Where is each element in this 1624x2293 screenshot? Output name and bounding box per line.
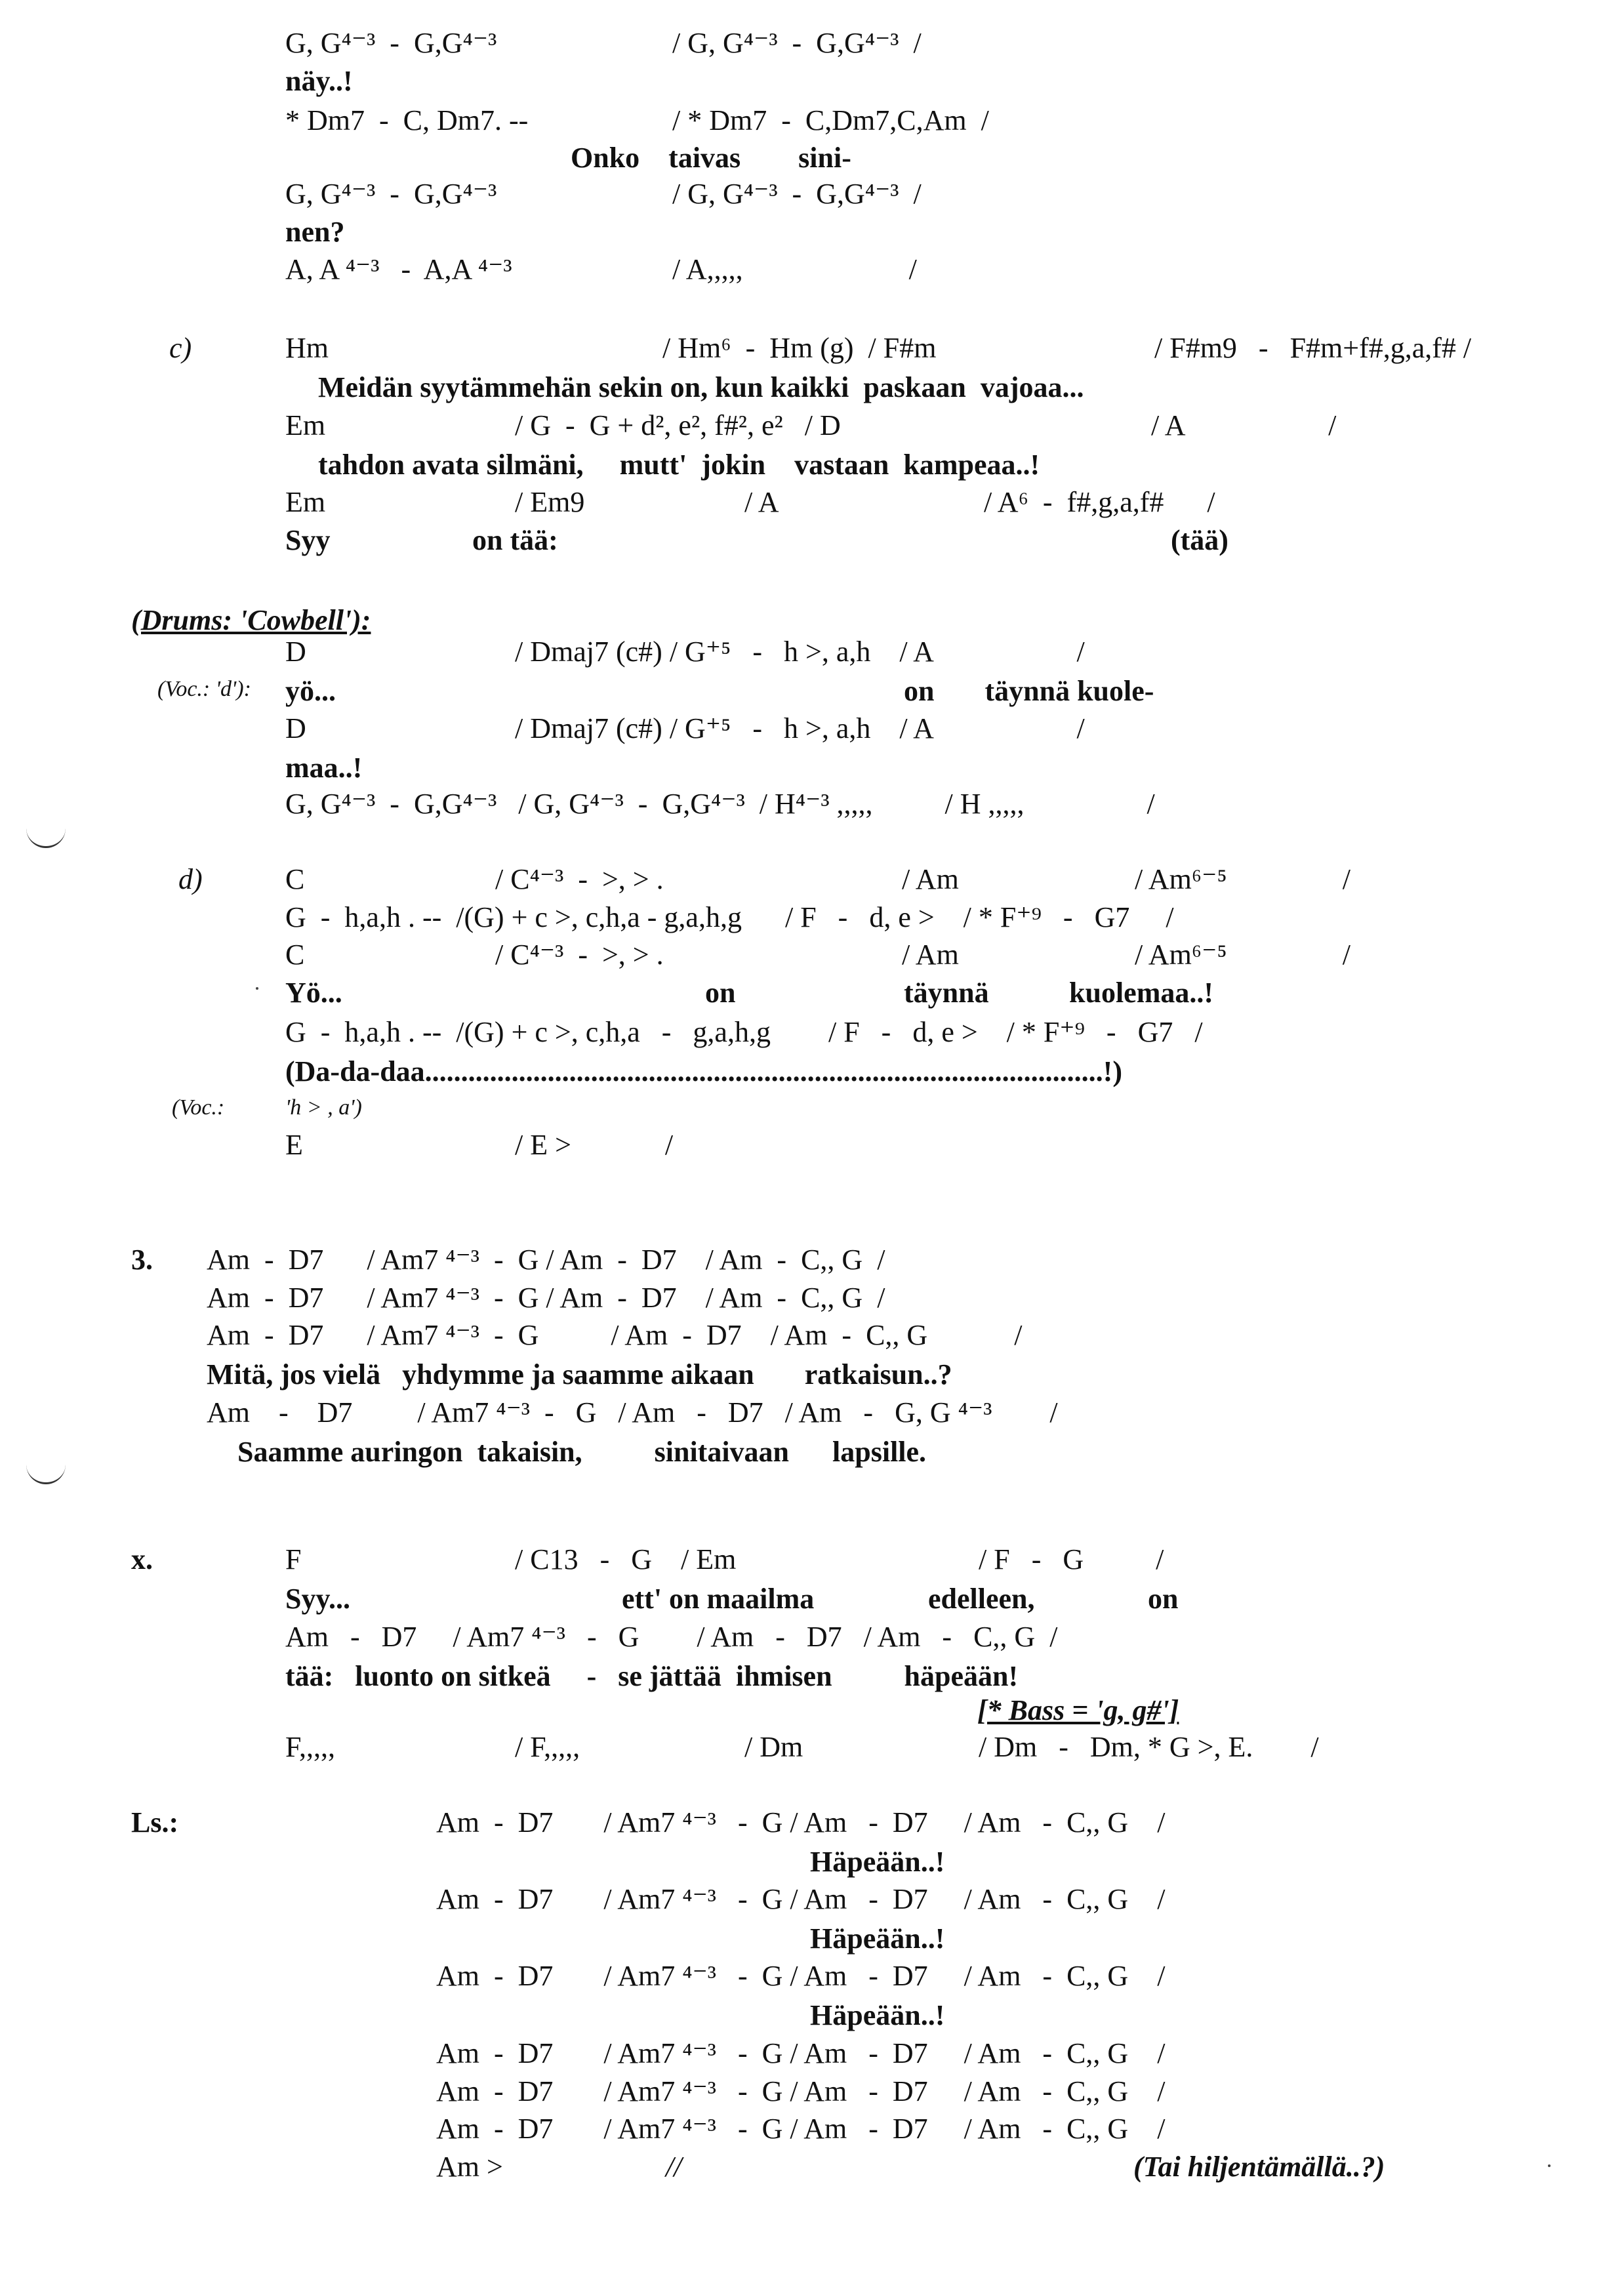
sheet-line: Saamme auringon takaisin, sinitaivaan lapsille. xyxy=(237,1436,927,1468)
sheet-line: c) xyxy=(169,332,192,364)
sheet-line: G - h,a,h . -- /(G) + c >, c,h,a - g,a,h,g / F - d, e > / * F⁺⁹ - G7 / xyxy=(285,901,1174,933)
sheet-line: (Voc.: 'd'): xyxy=(157,677,251,701)
sheet-line: / A,,,,, / xyxy=(672,253,917,285)
sheet-line: Häpeään..! xyxy=(810,1846,945,1878)
sheet-line: // xyxy=(666,2151,682,2183)
sheet-line: / * Dm7 - C,Dm7,C,Am / xyxy=(672,104,989,136)
sheet-line: Ls.: xyxy=(131,1806,179,1838)
sheet-line: Em xyxy=(285,409,326,441)
sheet-line: / A xyxy=(744,486,779,518)
sheet-line: / A / xyxy=(1151,409,1337,441)
sheet-line: D xyxy=(285,636,306,668)
page-curl-mark-2 xyxy=(26,1463,66,1484)
sheet-line: / Dm - Dm, * G >, E. / xyxy=(979,1731,1319,1763)
sheet-line: Am - D7 / Am7 ⁴⁻³ - G / Am - D7 / Am - C,, G / xyxy=(285,1621,1058,1653)
sheet-line: (Voc.: xyxy=(172,1095,225,1120)
sheet-line: d) xyxy=(178,863,203,895)
sheet-line: D xyxy=(285,712,306,744)
sheet-line: G, G⁴⁻³ - G,G⁴⁻³ xyxy=(285,178,497,210)
sheet-line: (tää) xyxy=(1171,524,1228,556)
sheet-line: / Em9 xyxy=(515,486,585,518)
sheet-line: on xyxy=(705,977,736,1009)
sheet-line: Meidän syytämmehän sekin on, kun kaikki paskaan vajoaa... xyxy=(318,371,1084,403)
scan-speck xyxy=(256,987,258,990)
sheet-line: / Am xyxy=(902,863,959,895)
sheet-line: * Dm7 - C, Dm7. -- xyxy=(285,104,529,136)
sheet-line: täynnä xyxy=(904,977,989,1009)
sheet-line: tahdon avata silmäni, mutt' jokin vastaan kampeaa..! xyxy=(318,449,1040,481)
sheet-line: Am - D7 / Am7 ⁴⁻³ - G / Am - D7 / Am - C,, G / xyxy=(436,2075,1166,2107)
sheet-line: Am - D7 / Am7 ⁴⁻³ - G / Am - D7 / Am - G, G ⁴⁻³ / xyxy=(207,1396,1058,1429)
sheet-line: / C13 - G / Em xyxy=(515,1543,737,1575)
page-curl-mark-1 xyxy=(26,826,66,848)
sheet-line: Em xyxy=(285,486,326,518)
sheet-line: / G - G + d², e², f#², e² / D xyxy=(515,409,841,441)
sheet-line: G, G⁴⁻³ - G,G⁴⁻³ xyxy=(285,27,497,59)
sheet-line: Am - D7 / Am7 ⁴⁻³ - G / Am - D7 / Am - C,, G / xyxy=(207,1282,885,1314)
sheet-line: / Dm xyxy=(744,1731,803,1763)
sheet-line: Syy xyxy=(285,524,331,556)
sheet-line: edelleen, xyxy=(928,1583,1035,1615)
sheet-line: Syy... xyxy=(285,1583,351,1615)
sheet-line: / E > / xyxy=(515,1129,674,1161)
sheet-line: Häpeään..! xyxy=(810,1922,945,1955)
sheet-line: Hm xyxy=(285,332,329,364)
sheet-line: / F - G / xyxy=(979,1543,1164,1575)
sheet-line: 'h > , a') xyxy=(285,1095,362,1120)
sheet-line: / A⁶ - f#,g,a,f# / xyxy=(984,486,1215,518)
sheet-line: Am - D7 / Am7 ⁴⁻³ - G / Am - D7 / Am - C,, G / xyxy=(436,2113,1166,2145)
sheet-line: / Dmaj7 (c#) / G⁺⁵ - h >, a,h / A / xyxy=(515,712,1085,744)
sheet-line: C xyxy=(285,863,305,895)
sheet-line: 3. xyxy=(131,1244,153,1276)
sheet-line: E xyxy=(285,1129,303,1161)
sheet-line: Am - D7 / Am7 ⁴⁻³ - G / Am - D7 / Am - C,, G / xyxy=(436,1960,1166,1992)
sheet-line: C xyxy=(285,939,305,971)
sheet-line: Am - D7 / Am7 ⁴⁻³ - G / Am - D7 / Am - C,, G / xyxy=(207,1319,1023,1351)
sheet-line: Am - D7 / Am7 ⁴⁻³ - G / Am - D7 / Am - C,, G / xyxy=(436,1806,1166,1838)
sheet-line: on xyxy=(1148,1583,1179,1615)
sheet-line: G, G⁴⁻³ - G,G⁴⁻³ / G, G⁴⁻³ - G,G⁴⁻³ / H⁴⁻³ ,,,,, / H ,,,,, / xyxy=(285,788,1155,820)
sheet-line: Am - D7 / Am7 ⁴⁻³ - G / Am - D7 / Am - C,, G / xyxy=(436,1883,1166,1915)
sheet-line: [* Bass = 'g, g#'] xyxy=(977,1694,1179,1726)
sheet-line: nen? xyxy=(285,216,345,248)
sheet-line: on täynnä kuole- xyxy=(904,675,1154,707)
sheet-line: / G, G⁴⁻³ - G,G⁴⁻³ / xyxy=(672,178,922,210)
sheet-line: F,,,,, xyxy=(285,1731,335,1763)
sheet-line: / Hm⁶ - Hm (g) / F#m xyxy=(662,332,937,364)
sheet-line: G - h,a,h . -- /(G) + c >, c,h,a - g,a,h,g / F - d, e > / * F⁺⁹ - G7 / xyxy=(285,1016,1203,1048)
sheet-line: (Da-da-daa..............................................................................................!) xyxy=(285,1055,1122,1087)
sheet-line: on tää: xyxy=(472,524,558,556)
sheet-line: Am > xyxy=(436,2151,503,2183)
sheet-line: / Am⁶⁻⁵ / xyxy=(1135,863,1350,895)
sheet-line: maa..! xyxy=(285,752,363,784)
sheet-line: / G, G⁴⁻³ - G,G⁴⁻³ / xyxy=(672,27,922,59)
sheet-line: (Drums: 'Cowbell'): xyxy=(131,604,371,636)
sheet-line: / Am xyxy=(902,939,959,971)
sheet-line: Am - D7 / Am7 ⁴⁻³ - G / Am - D7 / Am - C,, G / xyxy=(207,1244,885,1276)
sheet-line: Yö... xyxy=(285,977,342,1009)
sheet-line: Onko taivas sini- xyxy=(571,142,851,174)
sheet-line: / F,,,,, xyxy=(515,1731,580,1763)
sheet-line: F xyxy=(285,1543,302,1575)
sheet-line: Mitä, jos vielä yhdymme ja saamme aikaan ratkaisun..? xyxy=(207,1358,952,1390)
sheet-line: / F#m9 - F#m+f#,g,a,f# / xyxy=(1154,332,1472,364)
sheet-line: A, A ⁴⁻³ - A,A ⁴⁻³ xyxy=(285,253,512,285)
sheet-line: / C⁴⁻³ - >, > . xyxy=(495,863,664,895)
sheet-line: yö... xyxy=(285,675,336,707)
sheet-line: Häpeään..! xyxy=(810,1999,945,2031)
sheet-line: näy..! xyxy=(285,65,353,97)
sheet-line: / Dmaj7 (c#) / G⁺⁵ - h >, a,h / A / xyxy=(515,636,1085,668)
sheet-line: ett' on maailma xyxy=(622,1583,815,1615)
sheet-line: / Am⁶⁻⁵ / xyxy=(1135,939,1350,971)
scan-speck xyxy=(1548,2164,1551,2167)
sheet-line: kuolemaa..! xyxy=(1069,977,1213,1009)
sheet-line: x. xyxy=(131,1543,153,1575)
sheet-line: Am - D7 / Am7 ⁴⁻³ - G / Am - D7 / Am - C,, G / xyxy=(436,2037,1166,2069)
sheet-line: / C⁴⁻³ - >, > . xyxy=(495,939,664,971)
sheet-line: tää: luonto on sitkeä - se jättää ihmisen häpeään! xyxy=(285,1660,1019,1692)
sheet-line: (Tai hiljentämällä..?) xyxy=(1133,2151,1385,2183)
